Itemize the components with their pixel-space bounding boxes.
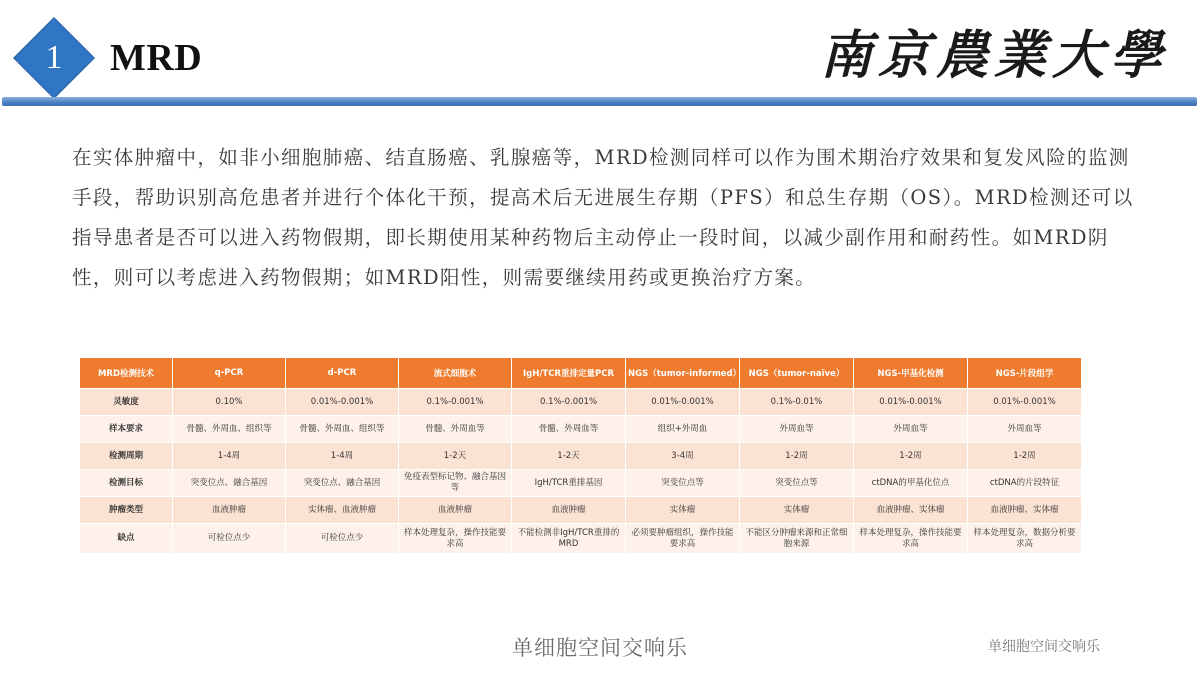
table-cell: 0.01%-0.001% [854, 389, 968, 416]
table-header-cell: MRD检测技术 [80, 358, 173, 389]
table-header-cell: d-PCR [286, 358, 399, 389]
table-cell: 突变位点等 [740, 470, 854, 497]
footer-caption: 单细胞空间交响乐 [512, 636, 688, 660]
table-cell: 免疫表型标记物、融合基因等 [399, 470, 512, 497]
table-cell: 可检位点少 [173, 524, 286, 554]
table-cell: 骨髓、外周血、组织等 [286, 416, 399, 443]
table-cell: 1-2周 [740, 443, 854, 470]
table-cell: 0.10% [173, 389, 286, 416]
section-title: MRD [110, 37, 203, 79]
table-cell: 1-2周 [968, 443, 1082, 470]
table-cell: ctDNA的甲基化位点 [854, 470, 968, 497]
table-cell: 不能检测非IgH/TCR重排的MRD [512, 524, 626, 554]
table-cell: 样本处理复杂，操作技能要求高 [399, 524, 512, 554]
table-cell: 血液肿瘤 [512, 497, 626, 524]
table-row-header: 缺点 [80, 524, 173, 554]
table-cell: IgH/TCR重排基因 [512, 470, 626, 497]
table-cell: 样本处理复杂，操作技能要求高 [854, 524, 968, 554]
table-body [80, 389, 1082, 554]
table-cell: 1-4周 [286, 443, 399, 470]
table-row-header: 灵敏度 [80, 389, 173, 416]
table-cell: 突变位点、融合基因 [286, 470, 399, 497]
table-cell: 0.1%-0.001% [399, 389, 512, 416]
table-cell: 样本处理复杂，数据分析要求高 [968, 524, 1082, 554]
table-cell: 骨髓、外周血等 [512, 416, 626, 443]
table-row [80, 389, 1082, 416]
table-header-cell: NGS（tumor-informed） [626, 358, 740, 389]
table-row-header: 样本要求 [80, 416, 173, 443]
table-cell: 0.1%-0.001% [512, 389, 626, 416]
table-cell: 1-4周 [173, 443, 286, 470]
table-row [80, 497, 1082, 524]
table-header-cell: q-PCR [173, 358, 286, 389]
section-number: 1 [45, 39, 63, 76]
table-cell: 突变位点、融合基因 [173, 470, 286, 497]
table-header-cell: IgH/TCR重排定量PCR [512, 358, 626, 389]
table-cell: 0.01%-0.001% [286, 389, 399, 416]
table-header-cell: 流式细胞术 [399, 358, 512, 389]
table-cell: 骨髓、外周血等 [399, 416, 512, 443]
footer-watermark: 单细胞空间交响乐 [988, 639, 1100, 655]
table-cell: 1-2天 [399, 443, 512, 470]
table-cell: 血液肿瘤、实体瘤 [854, 497, 968, 524]
table-cell: 0.01%-0.001% [968, 389, 1082, 416]
mrd-comparison-table [79, 357, 1082, 554]
table-cell: 突变位点等 [626, 470, 740, 497]
table-row-header: 肿瘤类型 [80, 497, 173, 524]
table-cell: 实体瘤 [626, 497, 740, 524]
table-row-header: 检测周期 [80, 443, 173, 470]
table-cell: 0.01%-0.001% [626, 389, 740, 416]
table-cell: 血液肿瘤 [399, 497, 512, 524]
table-cell: 0.1%-0.01% [740, 389, 854, 416]
table-cell: 组织+外周血 [626, 416, 740, 443]
table-row-header: 检测目标 [80, 470, 173, 497]
table-cell: ctDNA的片段特征 [968, 470, 1082, 497]
table-cell: 骨髓、外周血、组织等 [173, 416, 286, 443]
section-number-badge [14, 18, 94, 98]
university-logo: 南京農業大學 [820, 25, 1169, 86]
table-header-cell: NGS-片段组学 [968, 358, 1082, 389]
table-cell: 外周血等 [740, 416, 854, 443]
table-cell: 外周血等 [968, 416, 1082, 443]
table-cell: 1-2周 [854, 443, 968, 470]
table-cell: 实体瘤 [740, 497, 854, 524]
table-row [80, 443, 1082, 470]
table-header-row [80, 358, 1082, 389]
header-divider [2, 97, 1197, 106]
table-row [80, 524, 1082, 554]
body-paragraph: 在实体肿瘤中，如非小细胞肺癌、结直肠癌、乳腺癌等，MRD检测同样可以作为围术期治疗效果和复发风险的监测手段，帮助识别高危患者并进行个体化干预，提高术后无进展生存期（PFS）和总生存期（OS）。MRD检测还可以指导患者是否可以进入药物假期，即长期使用某种药物后主动停止一段时间，以减少副作用和耐药性。如MRD阴性，则可以考虑进入药物假期；如MRD阳性，则需要继续用药或更换治疗方案。 [72, 146, 1134, 289]
table-row [80, 470, 1082, 497]
table-header-cell: NGS-甲基化检测 [854, 358, 968, 389]
table-cell: 血液肿瘤 [173, 497, 286, 524]
table-header-cell: NGS（tumor-naïve） [740, 358, 854, 389]
mrd-comparison-table-wrapper [79, 357, 1081, 554]
table-cell: 血液肿瘤、实体瘤 [968, 497, 1082, 524]
table-cell: 不能区分肿瘤来源和正常细胞来源 [740, 524, 854, 554]
table-cell: 外周血等 [854, 416, 968, 443]
table-cell: 必须要肿瘤组织，操作技能要求高 [626, 524, 740, 554]
table-cell: 3-4周 [626, 443, 740, 470]
table-cell: 实体瘤、血液肿瘤 [286, 497, 399, 524]
table-cell: 可检位点少 [286, 524, 399, 554]
table-row [80, 416, 1082, 443]
table-cell: 1-2天 [512, 443, 626, 470]
